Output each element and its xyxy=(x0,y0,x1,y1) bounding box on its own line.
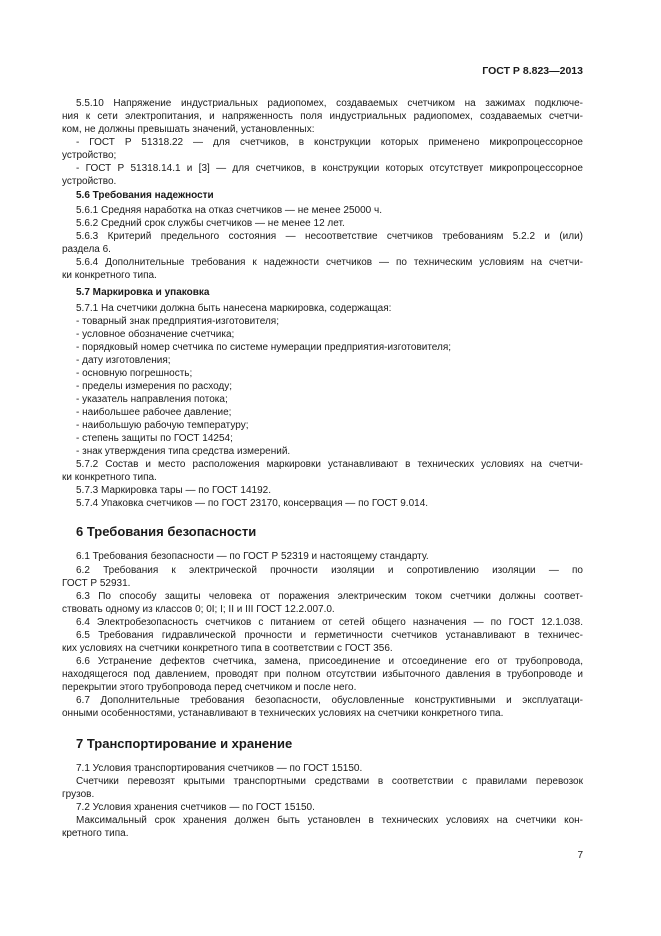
text-line: 5.7.2 Состав и место расположения маркировки устанавливают в технических условиях на счетчи- xyxy=(76,459,583,470)
text-line: - знак утверждения типа средства измерений. xyxy=(76,446,291,457)
text-line: ния к сети электропитания, и напряженность поля индустриальных радиопомех, создаваемых счетчи- xyxy=(62,111,583,122)
text-line: - ГОСТ Р 51318.14.1 и [3] — для счетчиков, в конструкции которых отсутствует микропроцессорное xyxy=(76,163,583,174)
standard-header: ГОСТ Р 8.823—2013 xyxy=(482,65,583,77)
text-line: - основную погрешность; xyxy=(76,368,193,379)
text-line: ГОСТ Р 52931. xyxy=(62,578,131,589)
subsection-heading: 5.7 Маркировка и упаковка xyxy=(76,287,210,298)
text-line: 5.7.3 Маркировка тары — по ГОСТ 14192. xyxy=(76,485,271,496)
text-line: 5.6.2 Средний срок службы счетчиков — не менее 12 лет. xyxy=(76,218,345,229)
text-line: 7.1 Условия транспортирования счетчиков — по ГОСТ 15150. xyxy=(76,763,363,774)
text-line: Максимальный срок хранения должен быть установлен в технических условиях на счетчики кон- xyxy=(76,815,583,826)
text-line: грузов. xyxy=(62,789,95,800)
text-line: 5.5.10 Напряжение индустриальных радиопомех, создаваемых счетчиком на зажимах подключе- xyxy=(76,98,583,109)
text-line: 6.6 Устранение дефектов счетчика, замена, присоединение и отсоединение его от трубопровода, xyxy=(76,656,583,667)
text-line: 6.3 По способу защиты человека от поражения электрическим током счетчики должны соответ- xyxy=(76,591,583,602)
text-line: 6.4 Электробезопасность счетчиков с питанием от сетей общего назначения — по ГОСТ 12.1.038. xyxy=(76,617,583,628)
text-line: - порядковый номер счетчика по системе нумерации предприятия-изготовителя; xyxy=(76,342,452,353)
text-line: - товарный знак предприятия-изготовителя; xyxy=(76,316,279,327)
text-line: 6.5 Требования гидравлической прочности и герметичности счетчиков устанавливают в техничес- xyxy=(76,630,583,641)
text-line: ки конкретного типа. xyxy=(62,472,157,483)
text-line: ких условиях на счетчики конкретного типа в соответствии с ГОСТ 356. xyxy=(62,643,393,654)
text-line: ком, не должны превышать значений, установленных: xyxy=(62,124,315,135)
page-number: 7 xyxy=(577,850,583,861)
text-line: - степень защиты по ГОСТ 14254; xyxy=(76,433,233,444)
text-line: - условное обозначение счетчика; xyxy=(76,329,235,340)
text-line: ки конкретного типа. xyxy=(62,270,157,281)
text-line: - дату изготовления; xyxy=(76,355,171,366)
text-line: кретного типа. xyxy=(62,828,129,839)
section-heading: 7 Транспортирование и хранение xyxy=(76,736,293,751)
text-line: онными особенностями, устанавливают в технических условиях на счетчики конкретного типа. xyxy=(62,708,504,719)
text-line: - наибольшую рабочую температуру; xyxy=(76,420,249,431)
text-line: 5.7.1 На счетчики должна быть нанесена маркировка, содержащая: xyxy=(76,303,392,314)
text-line: ствовать одному из классов 0; 0I; I; II и III ГОСТ 12.2.007.0. xyxy=(62,604,335,615)
text-line: раздела 6. xyxy=(62,244,111,255)
text-line: 6.1 Требования безопасности — по ГОСТ Р 52319 и настоящему стандарту. xyxy=(76,551,429,562)
text-line: находящегося под давлением, проводят при полном отсутствии избыточного давления в трубопроводе и xyxy=(62,669,583,680)
text-line: 5.6.4 Дополнительные требования к надежности счетчиков — по техническим условиям на счетчи- xyxy=(76,257,583,268)
text-line: 7.2 Условия хранения счетчиков — по ГОСТ 15150. xyxy=(76,802,315,813)
text-line: - ГОСТ Р 51318.22 — для счетчиков, в конструкции которых применено микропроцессорное xyxy=(76,137,583,148)
text-line: - наибольшее рабочее давление; xyxy=(76,407,232,418)
text-line: устройство; xyxy=(62,150,117,161)
text-line: Счетчики перевозят крытыми транспортными средствами в соответствии с правилами перевозок xyxy=(76,776,583,787)
text-line: 5.6.3 Критерий предельного состояния — несоответствие счетчиков требованиям 5.2.2 и (или) xyxy=(76,231,583,242)
subsection-heading: 5.6 Требования надежности xyxy=(76,190,214,201)
text-line: устройство. xyxy=(62,176,117,187)
text-line: - указатель направления потока; xyxy=(76,394,228,405)
text-line: 6.7 Дополнительные требования безопасности, обусловленные конструктивными и эксплуатаци- xyxy=(76,695,583,706)
text-line: 5.7.4 Упаковка счетчиков — по ГОСТ 23170, консервация — по ГОСТ 9.014. xyxy=(76,498,429,509)
text-line: 6.2 Требования к электрической прочности изоляции и сопротивлению изоляции — по xyxy=(76,565,583,576)
text-line: перекрытии этого трубопровода перед счетчиком и после него. xyxy=(62,682,357,693)
text-line: 5.6.1 Средняя наработка на отказ счетчиков — не менее 25000 ч. xyxy=(76,205,383,216)
text-line: - пределы измерения по расходу; xyxy=(76,381,233,392)
section-heading: 6 Требования безопасности xyxy=(76,524,257,539)
